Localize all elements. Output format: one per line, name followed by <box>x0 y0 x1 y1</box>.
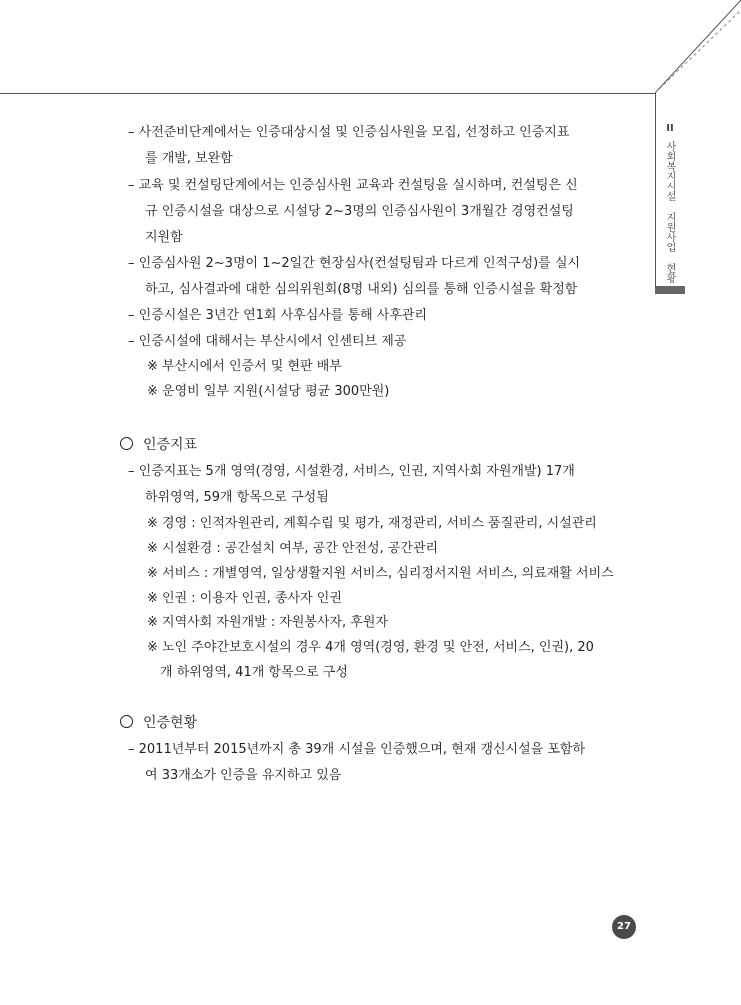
note-line: ※ 지역사회 자원개발 : 자원봉사자, 후원자 <box>147 615 388 630</box>
text-line: 규 인증시설을 대상으로 시설당 2~3명의 인증심사원이 3개월간 경영컨설팅 <box>145 204 574 219</box>
text-line: – 인증심사원 2~3명이 1~2일간 현장심사(컨설팅팀과 다르게 인적구성)를 실시 <box>128 256 581 271</box>
text-line: 여 33개소가 인증을 유지하고 있음 <box>145 768 342 783</box>
text-line: 를 개발, 보완함 <box>145 151 233 166</box>
text-line: – 사전준비단계에서는 인증대상시설 및 인증심사원을 모집, 선정하고 인증지표 <box>128 125 570 140</box>
text-line: – 인증시설에 대해서는 부산시에서 인센티브 제공 <box>128 334 407 349</box>
header-rule <box>0 93 655 94</box>
note-line: ※ 경영 : 인적자원관리, 계획수립 및 평가, 재정관리, 서비스 품질관리, 시설관리 <box>147 516 597 531</box>
text-line: – 2011년부터 2015년까지 총 39개 시설을 인증했으며, 현재 갱신시설을 포함하 <box>128 742 586 757</box>
heading-text: 인증지표 <box>143 437 198 453</box>
text-line: – 인증시설은 3년간 연1회 사후심사를 통해 사후관리 <box>128 308 427 323</box>
chapter-title: 사회복지시설 지원사업 현황 <box>664 141 675 283</box>
note-line: ※ 인권 : 이용자 인권, 종사자 인권 <box>147 591 342 606</box>
note-line: ※ 부산시에서 인증서 및 현판 배부 <box>147 359 342 374</box>
note-line: 개 하위영역, 41개 항목으로 구성 <box>160 665 348 680</box>
text-line: – 인증지표는 5개 영역(경영, 시설환경, 서비스, 인권, 지역사회 자원개발) 17개 <box>128 464 575 479</box>
chapter-number: II <box>666 123 674 134</box>
note-line: ※ 노인 주야간보호시설의 경우 4개 영역(경영, 환경 및 안전, 서비스, 인권), 20 <box>147 640 594 655</box>
note-line: ※ 시설환경 : 공간설치 여부, 공간 안전성, 공간관리 <box>147 541 439 556</box>
side-rule <box>655 93 656 293</box>
heading-text: 인증현황 <box>143 715 198 731</box>
circle-bullet-icon <box>120 437 133 450</box>
text-line: 하고, 심사결과에 대한 심의위원회(8명 내외) 심의를 통해 인증시설을 확정함 <box>145 282 578 297</box>
side-accent-bar <box>655 286 685 294</box>
page-number: 27 <box>612 915 636 939</box>
note-line: ※ 서비스 : 개별영역, 일상생활지원 서비스, 심리정서지원 서비스, 의료재활 서비스 <box>147 566 614 581</box>
text-line: 하위영역, 59개 항목으로 구성됨 <box>145 490 329 505</box>
text-line: – 교육 및 컨설팅단계에서는 인증심사원 교육과 컨설팅을 실시하며, 컨설팅은 신 <box>128 178 578 193</box>
section-heading-indicators <box>120 436 197 454</box>
section-heading-status <box>120 714 197 732</box>
chapter-side-label <box>663 122 677 283</box>
circle-bullet-icon <box>120 715 133 728</box>
note-line: ※ 운영비 일부 지원(시설당 평균 300만원) <box>147 384 390 399</box>
text-line: 지원함 <box>145 230 183 245</box>
